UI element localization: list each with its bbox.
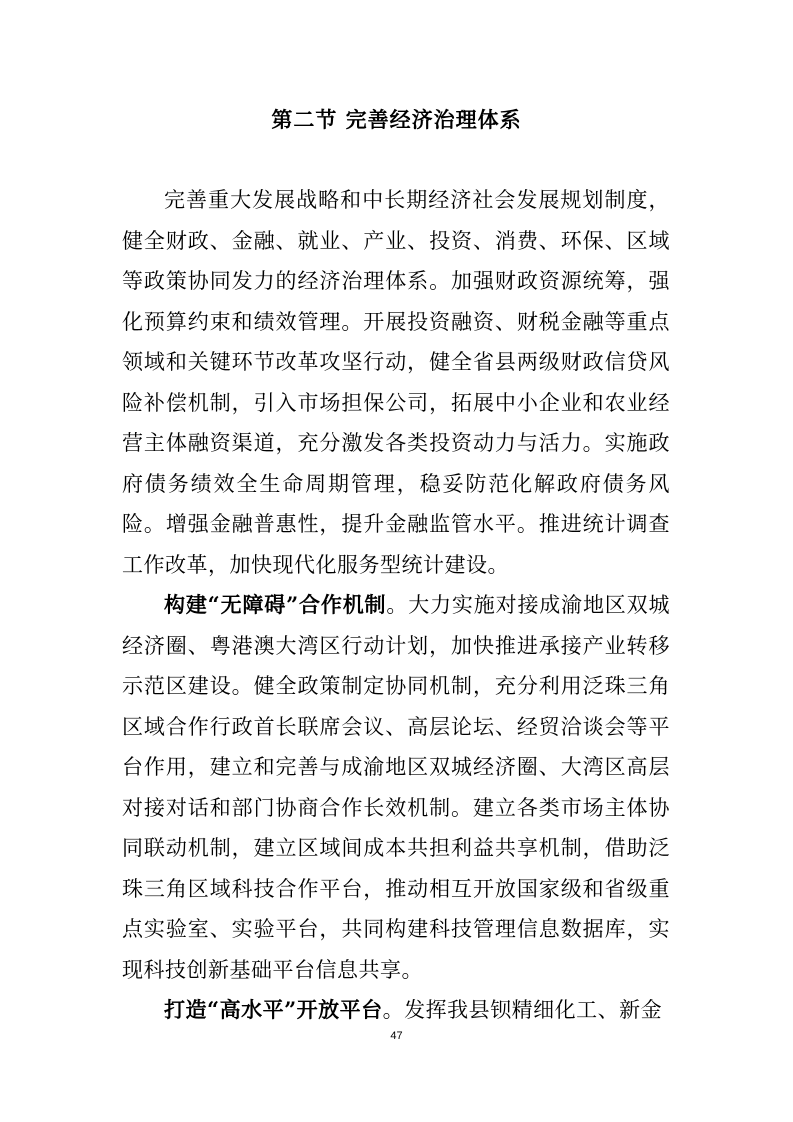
paragraph-1 xyxy=(122,180,670,585)
paragraph-3 xyxy=(122,990,670,1031)
paragraph-2-text: 。大力实施对接成渝地区双城经济圈、粤港澳大湾区行动计划，加快推进承接产业转移示范区建设。健全政策制定协同机制，充分利用泛珠三角区域合作行政首长联席会议、高层论坛、经贸洽谈会等平台作用，建立和完善与成渝地区双城经济圈、大湾区高层对接对话和部门协商合作长效机制。建立各类市场主体协同联动机制，建立区域间成本共担利益共享机制，借助泛珠三角区域科技合作平台，推动相互开放国家级和省级重点实验室、实验平台，共同构建科技管理信息数据库，实现科技创新基础平台信息共享。 xyxy=(122,593,670,982)
section-title: 第二节 完善经济治理体系 xyxy=(271,107,522,132)
paragraph-3-lead: 打造“高水平”开放平台 xyxy=(164,997,383,1022)
paragraph-2 xyxy=(122,585,670,990)
paragraph-3-text: 。发挥我县钡精细化工、新金 xyxy=(382,998,663,1022)
body-text xyxy=(122,180,670,1031)
paragraph-2-lead: 构建“无障碍”合作机制 xyxy=(164,592,387,617)
paragraph-1-text: 完善重大发展战略和中长期经济社会发展规划制度，健全财政、金融、就业、产业、投资、消费、环保、区域等政策协同发力的经济治理体系。加强财政资源统筹，强化预算约束和绩效管理。开展投资融资、财税金融等重点领域和关键环节改革攻坚行动，健全省县两级财政信贷风险补偿机制，引入市场担保公司，拓展中小企业和农业经营主体融资渠道，充分激发各类投资动力与活力。实施政府债务绩效全生命周期管理，稳妥防范化解政府债务风险。增强金融普惠性，提升金融监管水平。推进统计调查工作改革，加快现代化服务型统计建设。 xyxy=(122,188,670,577)
page-number: 47 xyxy=(390,1030,403,1042)
